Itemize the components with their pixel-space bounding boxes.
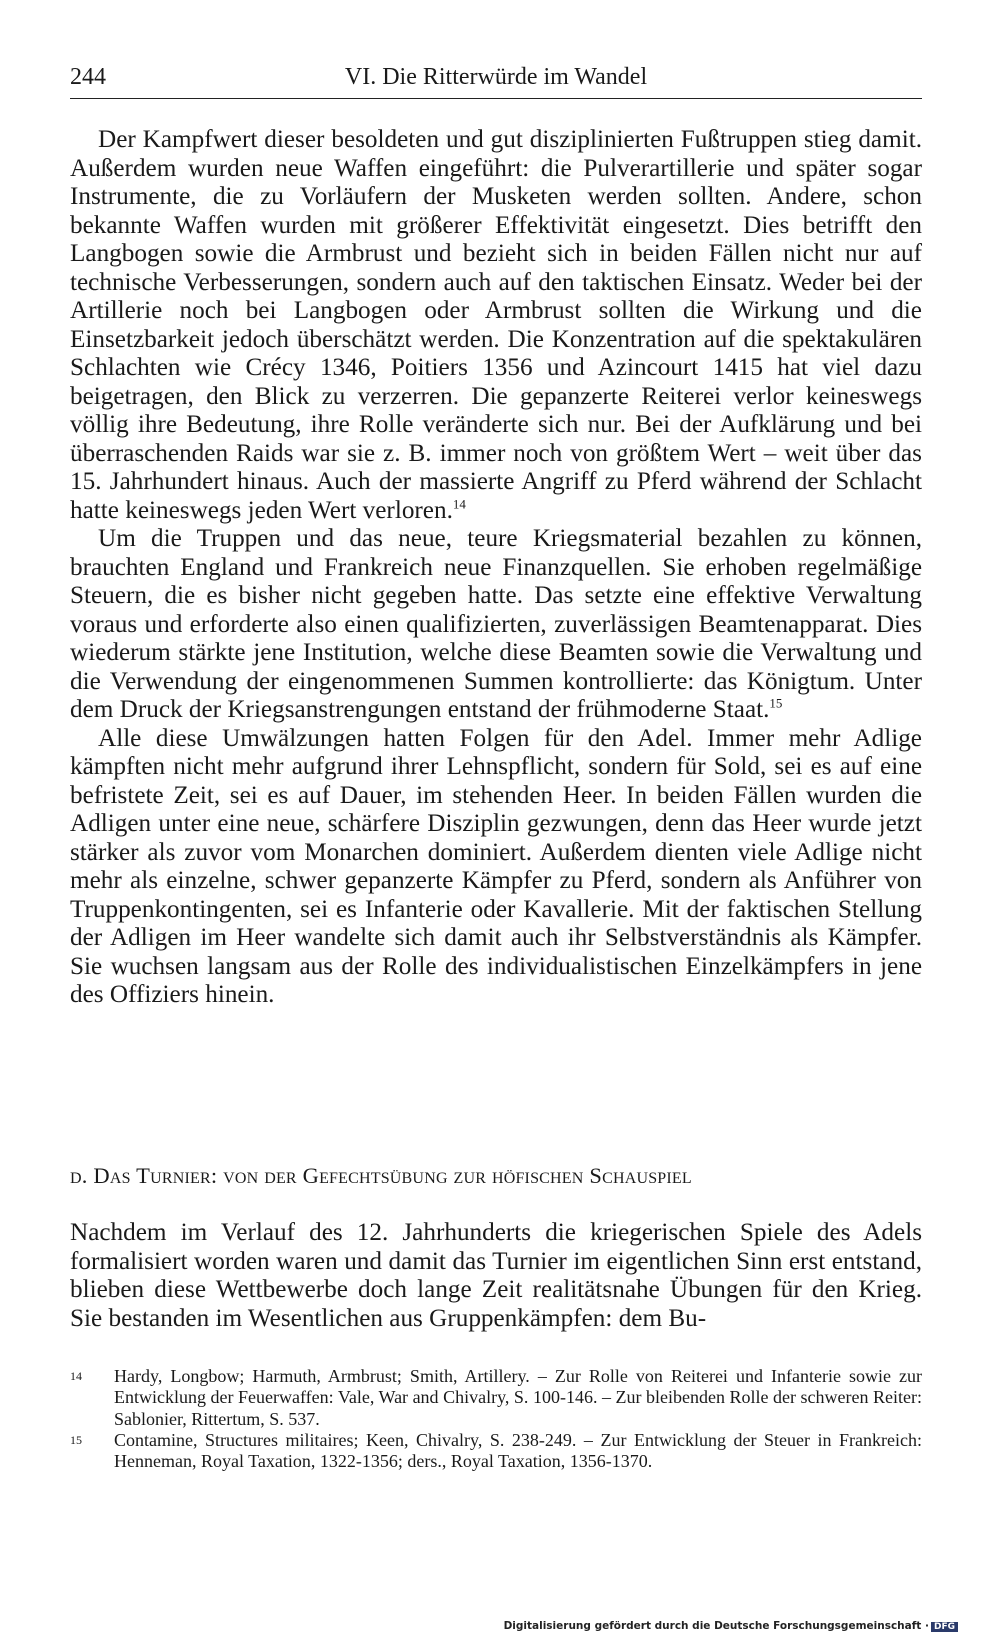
footnote-text: Hardy, Longbow; Harmuth, Armbrust; Smith, Artillery. – Zur Rolle von Reiterei und Infanterie sowie zur Entwicklung der Feuerwaffen: Vale, War and Chivalry, S. 100-146. – Zur bleibenden Rolle der schweren Reiter: Sablonier, Rittertum, S. 537. bbox=[114, 1366, 922, 1429]
footnote-mark: 14 bbox=[70, 1369, 82, 1383]
footnote-mark: 15 bbox=[70, 1432, 82, 1447]
paragraph: Der Kampfwert dieser besoldeten und gut disziplinierten Fußtruppen stieg damit. Außerdem wurden neue Waffen eingeführt: die Pulverartillerie und später sogar Instrumente, die zu Vorläufern der Musketen werden sollten. Andere, schon bekannte Waffen wurden mit größerer Effektivität eingesetzt. Dies betrifft den Langbogen sowie die Armbrust und bezieht sich in beiden Fällen nicht nur auf technische Verbesserungen, sondern auch auf den taktischen Einsatz. Weder bei der Artillerie noch bei Langbogen oder Armbrust sollten die Wirkung und die Einsetzbarkeit jedoch überschätzt werden. Die Konzentration auf die spektakulären Schlachten wie Crécy 1346, Poitiers 1356 und Azincourt 1415 hat viel dazu beigetragen, den Blick zu verzerren. Die gepanzerte Reiterei verlor keineswegs völlig ihre Bedeutung, ihre Rolle veränderte sich nur. Bei der Aufklärung und bei überraschenden Raids war sie z. B. immer noch von größtem Wert – weit über das 15. Jahrhundert hinaus. Auch der massierte Angriff zu Pferd während der Schlacht hatte keineswegs jeden Wert verloren.$^{14}$ bbox=[70, 126, 922, 524]
credit-text: Digitalisierung gefördert durch die Deutsche Forschungsgemeinschaft · bbox=[503, 1620, 929, 1632]
page-number: 244 bbox=[70, 64, 106, 90]
main-text bbox=[70, 126, 922, 1010]
running-header bbox=[70, 64, 922, 99]
digitization-credit bbox=[504, 1620, 958, 1632]
paragraph: Um die Truppen und das neue, teure Kriegsmaterial bezahlen zu können, brauchten England und Frankreich neue Finanzquellen. Sie erhoben regelmäßige Steuern, die es bisher nicht gegeben hatte. Das setzte eine effektive Verwaltung voraus und erforderte also einen qualifizierten, zuverlässigen Beamtenapparat. Dies wiederum stärkte jene Institution, welche diese Beamten sowie die Verwaltung und die Verwendung der eingenommenen Summen kontrollierte: das Königtum. Unter dem Druck der Kriegsanstrengungen entstand der frühmoderne Staat.$^{15}$ bbox=[70, 525, 922, 723]
footnotes bbox=[70, 1366, 922, 1472]
footnote bbox=[70, 1366, 922, 1430]
section-heading: d. Das Turnier: von der Gefechtsübung zur höfischen Schauspiel bbox=[70, 1163, 692, 1188]
running-title: VI. Die Ritterwürde im Wandel bbox=[344, 64, 648, 90]
paragraph: Nachdem im Verlauf des 12. Jahrhunderts die kriegerischen Spiele des Adels formalisiert worden waren und damit das Turnier im eigentlichen Sinn erst entstand, blieben diese Wettbewerbe doch lange Zeit realitätsnahe Übungen für den Krieg. Sie bestanden im Wesentlichen aus Gruppenkämpfen: dem Bu- bbox=[70, 1219, 922, 1332]
footnote-text: Contamine, Structures militaires; Keen, Chivalry, S. 238-249. – Zur Entwicklung der Steuer in Frankreich: Henneman, Royal Taxation, 1322-1356; ders., Royal Taxation, 1356-1370. bbox=[114, 1429, 922, 1472]
footnote bbox=[70, 1430, 922, 1473]
paragraph: Alle diese Umwälzungen hatten Folgen für den Adel. Immer mehr Adlige kämpften nicht mehr aufgrund ihrer Lehnspflicht, sondern für Sold, sei es auf eine befristete Zeit, sei es auf Dauer, im stehenden Heer. In beiden Fällen wurden die Adligen unter eine neue, schärfere Disziplin gezwungen, denn das Heer wurde jetzt stärker als zuvor vom Monarchen dominiert. Außerdem dienten viele Adlige nicht mehr als einzelne, schwer gepanzerte Kämpfer zu Pferd, sondern als Anführer von Truppenkontingenten, sei es Infanterie oder Kavallerie. Mit der faktischen Stellung der Adligen im Heer wandelte sich damit auch ihr Selbstverständnis als Kämpfer. Sie wuchsen langsam aus der Rolle des individualistischen Einzelkämpfers in jene des Offiziers hinein. bbox=[70, 724, 922, 1008]
footnote-ref[interactable]: 15 bbox=[769, 695, 783, 711]
dfg-logo: DFG bbox=[931, 1622, 958, 1632]
section-text bbox=[70, 1219, 922, 1333]
footnote-ref[interactable]: 14 bbox=[452, 496, 466, 512]
